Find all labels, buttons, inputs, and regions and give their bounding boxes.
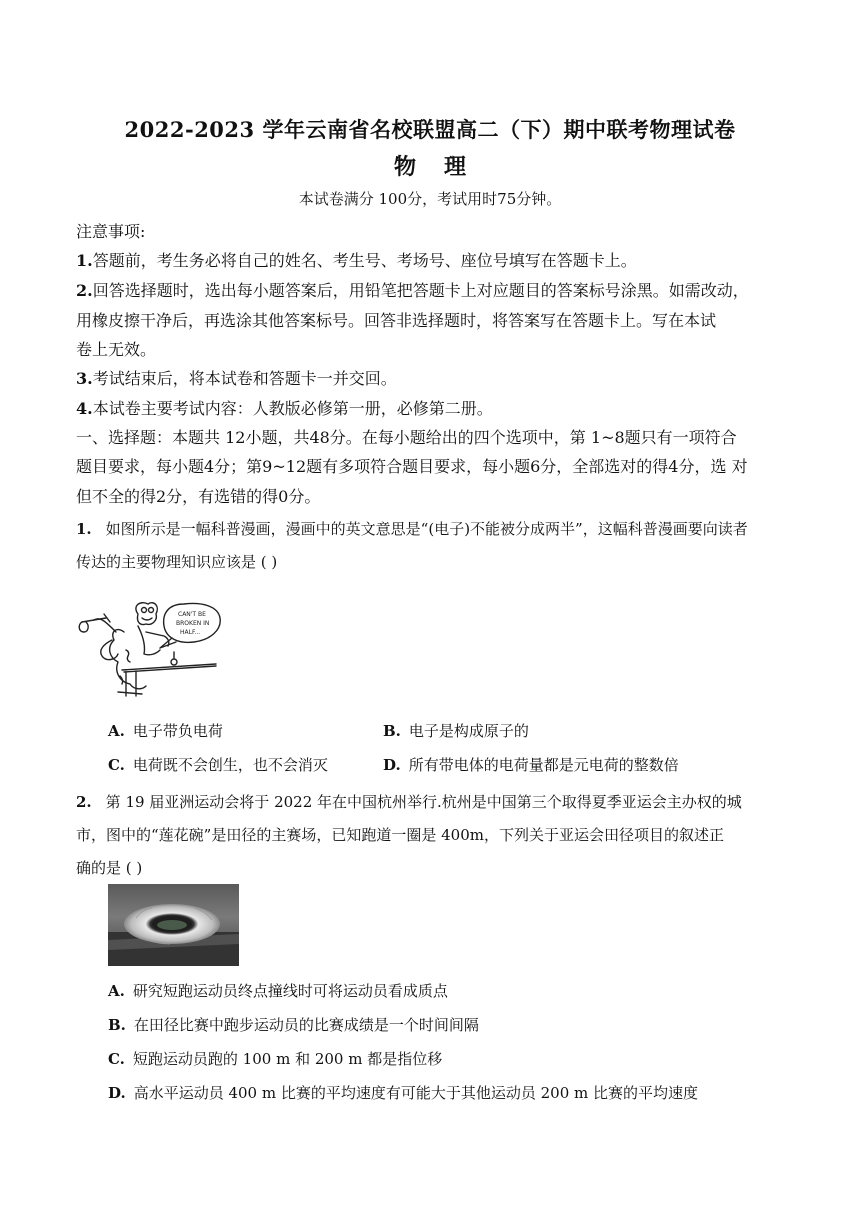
cartoon-text-line: BROKEN IN <box>176 620 210 627</box>
notice-item <box>76 248 788 271</box>
option-b <box>383 720 529 741</box>
section-instructions: 题目要求，每小题4分；第9~12题有多项符合题目要求，每小题6分，全部选对的得4分，选 对 <box>76 457 748 476</box>
option-d <box>383 754 679 775</box>
option-text: 短跑运动员跑的 100 m 和 200 m 都是指位移 <box>132 1050 443 1068</box>
option-c <box>108 754 328 775</box>
notice-text: 回答选择题时，选出每小题答案后，用铅笔把答题卡上对应题目的答案标号涂黑。如需改动， <box>92 281 749 300</box>
question-text: 确的是 ( ) <box>76 859 143 877</box>
option-letter: A. <box>108 722 125 740</box>
notice-heading: 注意事项: <box>76 222 146 241</box>
option-text: 所有带电体的电荷量都是元电荷的整数倍 <box>408 756 679 774</box>
section-instructions: 但不全的得2分，有选错的得0分。 <box>76 487 321 506</box>
notice-text: 卷上无效。 <box>76 340 157 359</box>
question-number: 2. <box>76 793 92 811</box>
notice-item <box>76 337 788 360</box>
stadium-photo <box>108 884 239 966</box>
option-text: 在田径比赛中跑步运动员的比赛成绩是一个时间间隔 <box>133 1016 479 1034</box>
notice-num: 2. <box>76 281 93 300</box>
section-instructions: 一、选择题：本题共 12小题，共48分。在每小题给出的四个选项中，第 1~8题只有一项符合 <box>76 428 737 447</box>
question-number: 1. <box>76 520 92 538</box>
option-letter: C. <box>108 756 125 774</box>
exam-title: 2022-2023 学年云南省名校联盟高二（下）期中联考物理试卷 <box>124 117 736 142</box>
option-a <box>108 720 223 741</box>
option-letter: D. <box>383 756 401 774</box>
option-text: 高水平运动员 400 m 比赛的平均速度有可能大于其他运动员 200 m 比赛的平均速度 <box>133 1084 699 1102</box>
option-d <box>108 1082 698 1103</box>
notice-num: 4. <box>76 399 93 418</box>
cartoon-image <box>76 592 228 698</box>
cartoon-text-line: HALF... <box>180 629 201 636</box>
cartoon-text-line: CAN'T BE <box>178 611 206 618</box>
option-letter: C. <box>108 1050 125 1068</box>
notice-item <box>76 366 788 389</box>
option-b <box>108 1014 479 1035</box>
notice-item <box>76 278 788 301</box>
option-letter: B. <box>383 722 401 740</box>
option-a <box>108 980 448 1001</box>
option-text: 研究短跑运动员终点撞线时可将运动员看成质点 <box>132 982 448 1000</box>
option-c <box>108 1048 442 1069</box>
question-text: 传达的主要物理知识应该是 ( ) <box>76 553 278 571</box>
option-text: 电子带负电荷 <box>132 722 223 740</box>
exam-info: 本试卷满分 100分，考试用时75分钟。 <box>298 190 562 208</box>
question-1-stem <box>76 518 788 539</box>
question-text: 第 19 届亚洲运动会将于 2022 年在中国杭州举行.杭州是中国第三个取得夏季亚运会主办权的城 <box>105 793 742 811</box>
option-letter: A. <box>108 982 125 1000</box>
question-text: 市，图中的“莲花碗”是田径的主赛场，已知跑道一圈是 400m，下列关于亚运会田径项目的叙述正 <box>76 826 724 844</box>
notice-num: 1. <box>76 251 93 270</box>
notice-text: 本试卷主要考试内容：人教版必修第一册，必修第二册。 <box>92 399 493 418</box>
question-2-stem <box>76 791 788 812</box>
subject-heading: 物理 <box>393 154 494 180</box>
question-text: 如图所示是一幅科普漫画，漫画中的英文意思是“(电子)不能被分成两半”，这幅科普漫画要向读者 <box>105 520 748 538</box>
option-text: 电子是构成原子的 <box>408 722 529 740</box>
notice-text: 答题前，考生务必将自己的姓名、考生号、考场号、座位号填写在答题卡上。 <box>92 251 637 270</box>
option-letter: D. <box>108 1084 126 1102</box>
notice-item <box>76 396 788 419</box>
option-letter: B. <box>108 1016 126 1034</box>
notice-text: 考试结束后，将本试卷和答题卡一并交回。 <box>92 369 397 388</box>
notice-text: 用橡皮擦干净后，再选涂其他答案标号。回答非选择题时，将答案写在答题卡上。写在本试 <box>76 311 717 330</box>
notice-item <box>76 308 788 331</box>
notice-num: 3. <box>76 369 93 388</box>
option-text: 电荷既不会创生，也不会消灭 <box>132 756 328 774</box>
